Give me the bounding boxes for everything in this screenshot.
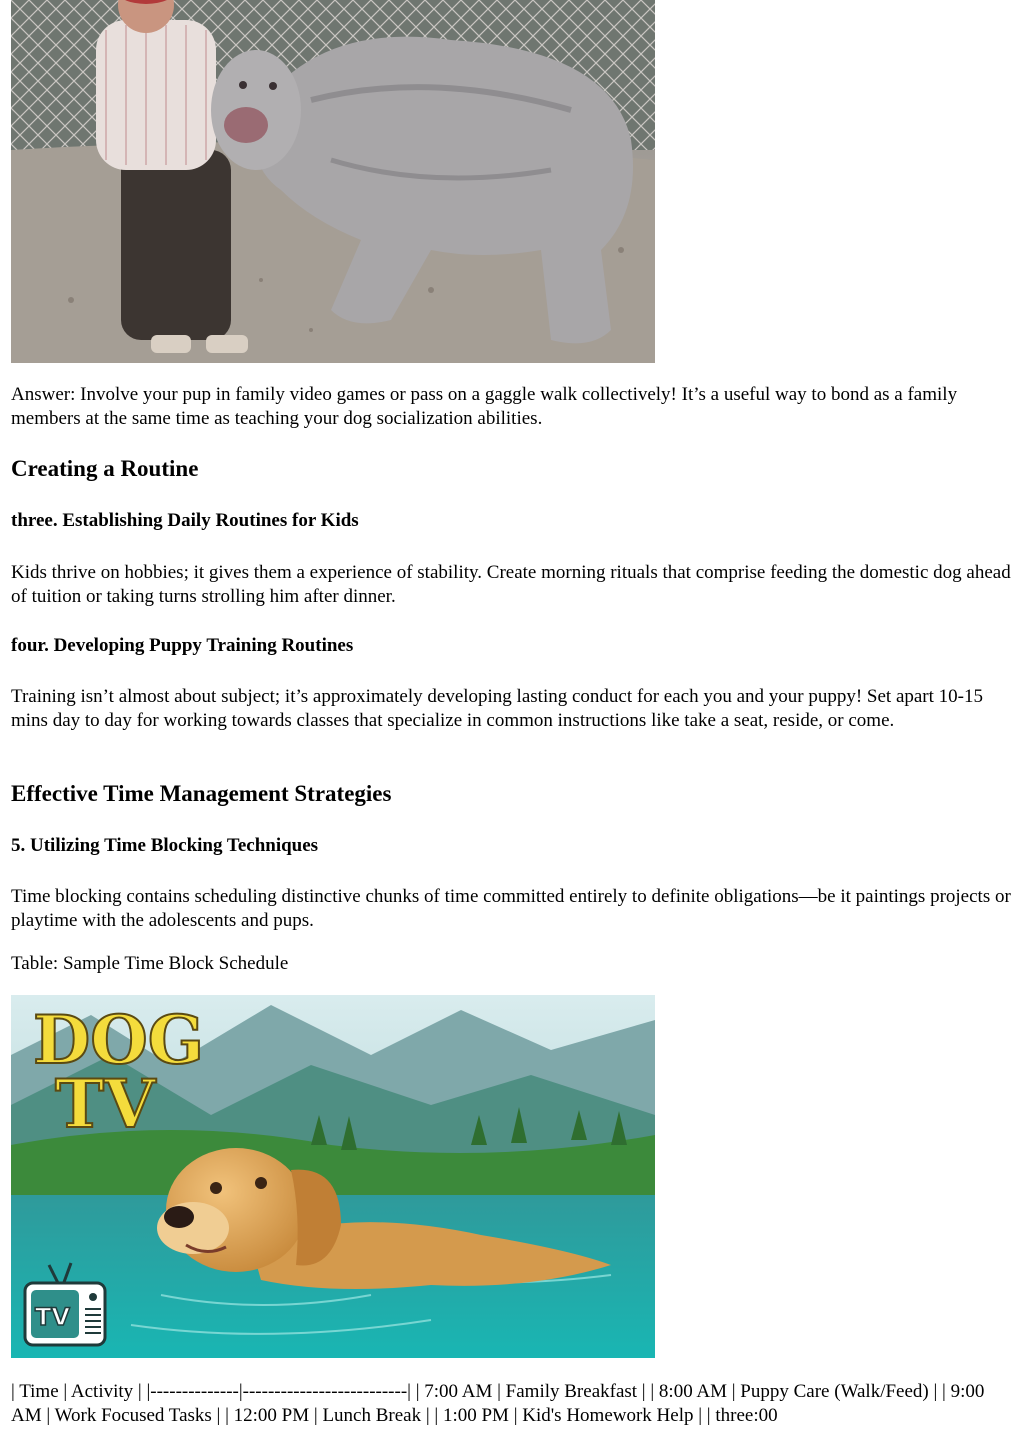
- man-with-mastiff-illustration: [11, 0, 655, 363]
- mastiff-photo: [11, 0, 655, 363]
- tv-icon-label: TV: [35, 1303, 70, 1331]
- dog-tv-title-line1: DOG: [33, 1001, 205, 1079]
- subheading-daily-routines-kids: three. Establishing Daily Routines for Kids: [11, 510, 359, 531]
- paragraph-daily-routines: Kids thrive on hobbies; it gives them a experience of stability. Create morning rituals that comprise feeding the domestic dog ahead of tuition or taking turns strolling him after dinner.: [11, 562, 1011, 607]
- dog-tv-title-line2: TV: [55, 1065, 156, 1143]
- heading-time-management: Effective Time Management Strategies: [11, 781, 392, 806]
- table-caption: Table: Sample Time Block Schedule: [11, 953, 289, 974]
- raw-table-text: | Time | Activity | |--------------|--------------------------| | 7:00 AM | Family Breakfast | | 8:00 AM | Puppy Care (Walk/Feed) | | 9:00 AM | Work Focused Tasks | | 12:00 PM | Lunch Break | | 1:00 PM | Kid's Homework Help | | three:00: [11, 1381, 985, 1426]
- answer-paragraph: Answer: Involve your pup in family video games or pass on a gaggle walk collectively! It’s a useful way to bond as a family members at the same time as teaching your dog socialization abilities.: [11, 384, 958, 429]
- paragraph-puppy-training: Training isn’t almost about subject; it’s approximately developing lasting conduct for each you and your puppy! Set apart 10-15 mins day to day for working towards classes that specialize in common instructions like take a seat, reside, or come.: [11, 686, 983, 731]
- golden-retriever-swimming-illustration: [11, 995, 655, 1358]
- dog-tv-image: [11, 995, 655, 1358]
- heading-creating-routine: Creating a Routine: [11, 456, 199, 481]
- subheading-puppy-training-routines: four. Developing Puppy Training Routines: [11, 635, 354, 656]
- subheading-time-blocking: 5. Utilizing Time Blocking Techniques: [11, 835, 319, 856]
- paragraph-time-blocking: Time blocking contains scheduling distinctive chunks of time committed entirely to definite obligations—be it paintings projects or playtime with the adolescents and pups.: [11, 886, 1011, 931]
